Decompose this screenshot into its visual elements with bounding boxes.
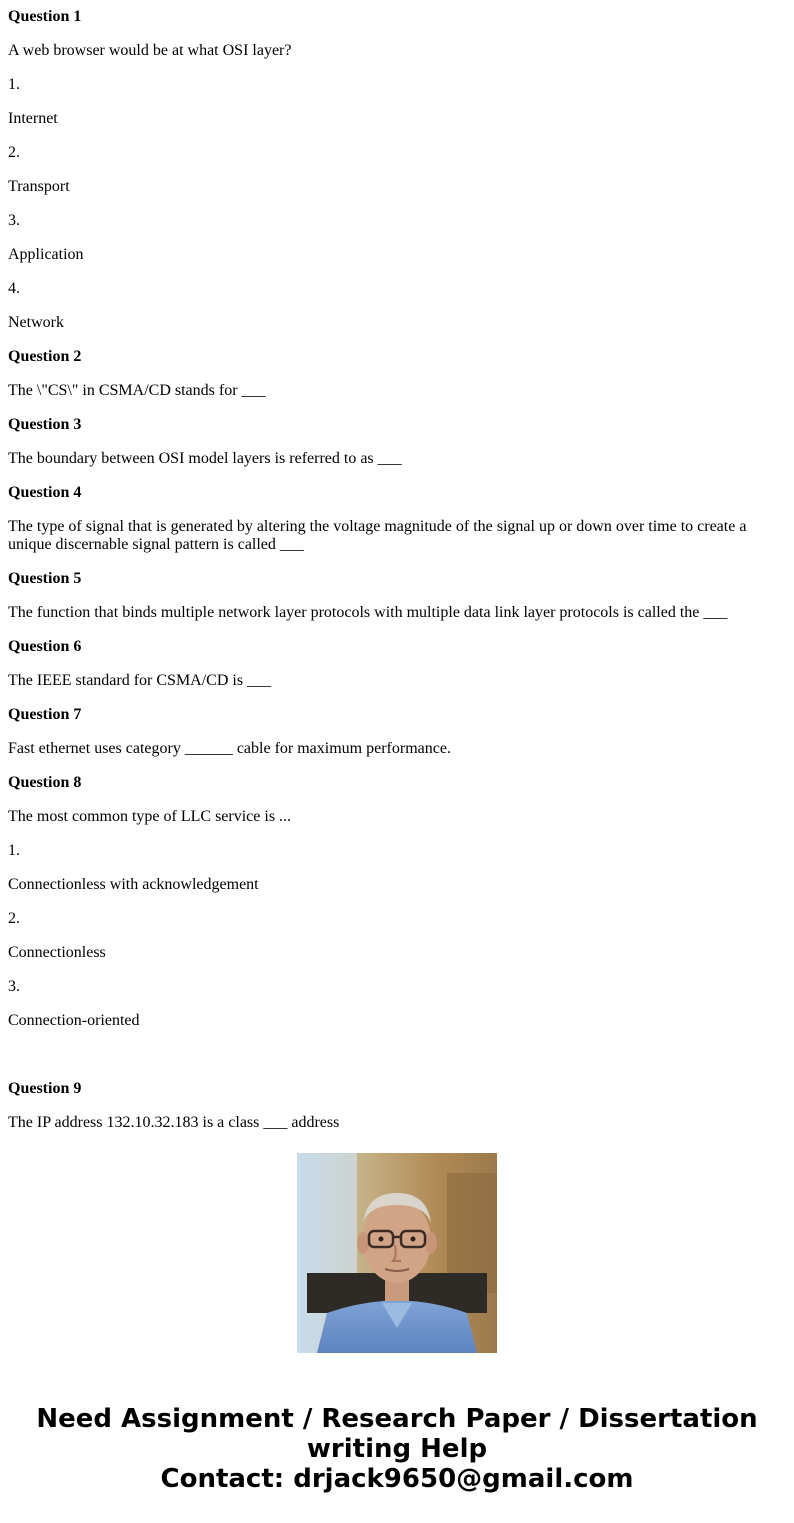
- question-title: Question 2: [8, 348, 82, 365]
- option-label: Network: [8, 314, 64, 331]
- question-text: A web browser would be at what OSI layer?: [8, 42, 292, 59]
- promo-line-2: writing Help: [306, 1434, 488, 1464]
- question-text: The IP address 132.10.32.183 is a class ___ address: [8, 1114, 340, 1131]
- question-text: The IEEE standard for CSMA/CD is ___: [8, 672, 272, 689]
- option-number: 4.: [8, 280, 20, 297]
- option-number: 3.: [8, 978, 20, 995]
- question-text: The type of signal that is generated by altering the voltage magnitude of the signal up or down over time to create a unique discernable signal pattern is called ___: [8, 518, 747, 553]
- option-label: Application: [8, 246, 84, 263]
- promo-banner: [0, 1121, 794, 1523]
- question-title: Question 7: [8, 706, 82, 723]
- option-number: 1.: [8, 842, 20, 859]
- option-label: Internet: [8, 110, 58, 127]
- author-photo: [297, 1153, 497, 1353]
- option-label: Connectionless with acknowledgement: [8, 876, 259, 893]
- blank-paragraph: [8, 1046, 786, 1064]
- option-number: 1.: [8, 76, 20, 93]
- question-text: The most common type of LLC service is ...: [8, 808, 292, 825]
- question-title: Question 8: [8, 774, 82, 791]
- question-title: Question 3: [8, 416, 82, 433]
- question-title: Question 6: [8, 638, 82, 655]
- promo-contact: Contact: drjack9650@gmail.com: [160, 1464, 634, 1494]
- question-title: Question 9: [8, 1080, 82, 1097]
- option-label: Transport: [8, 178, 70, 195]
- question-text: The function that binds multiple network layer protocols with multiple data link layer protocols is called the ___: [8, 604, 728, 621]
- question-title: Question 5: [8, 570, 82, 587]
- question-text: The boundary between OSI model layers is referred to as ___: [8, 450, 402, 467]
- question-title: Question 4: [8, 484, 82, 501]
- portrait-image: [297, 1153, 497, 1353]
- promo-text: [0, 1404, 794, 1494]
- question-text: Fast ethernet uses category ______ cable for maximum performance.: [8, 740, 451, 757]
- option-label: Connectionless: [8, 944, 106, 961]
- question-title: Question 1: [8, 8, 82, 25]
- promo-line-1: Need Assignment / Research Paper / Dissertation: [36, 1404, 758, 1434]
- option-number: 2.: [8, 144, 20, 161]
- option-number: 3.: [8, 212, 20, 229]
- option-number: 2.: [8, 910, 20, 927]
- option-label: Connection-oriented: [8, 1012, 140, 1029]
- question-text: The \"CS\" in CSMA/CD stands for ___: [8, 382, 266, 399]
